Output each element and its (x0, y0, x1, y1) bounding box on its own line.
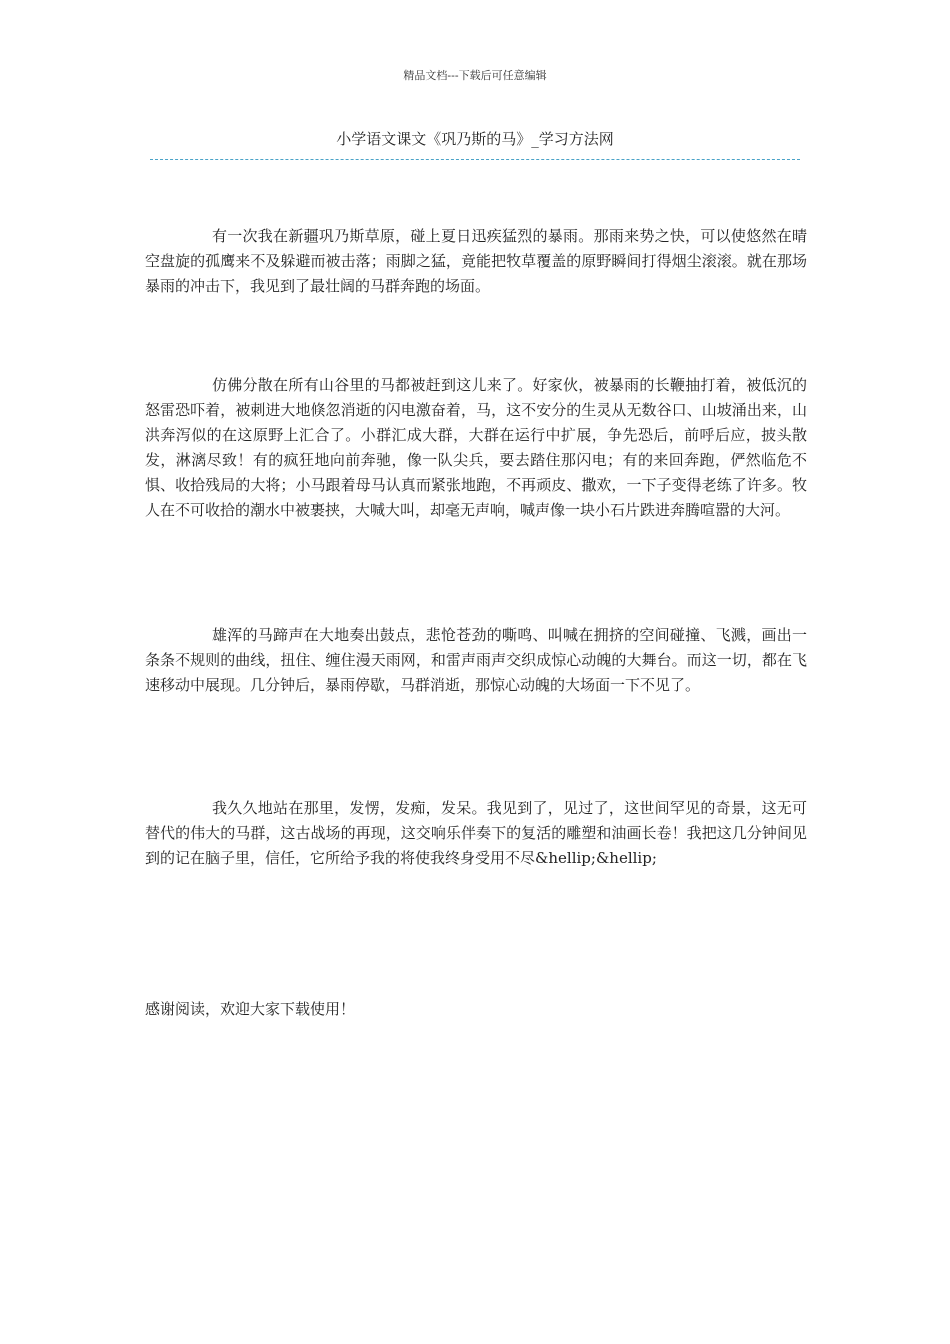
body-paragraph-4: 我久久地站在那里，发愣，发痴，发呆。我见到了，见过了，这世间罕见的奇景，这无可替代的伟大的马群，这古战场的再现，这交响乐伴奏下的复活的雕塑和油画长卷！我把这几分钟间见到的记在脑子里，信任，它所给予我的将使我终身受用不尽&hellip;&hellip; (145, 799, 807, 867)
title-divider (150, 159, 800, 160)
body-paragraph-1: 有一次我在新疆巩乃斯草原，碰上夏日迅疾猛烈的暴雨。那雨来势之快，可以使悠然在晴空盘旋的孤鹰来不及躲避而被击落；雨脚之猛，竟能把牧草覆盖的原野瞬间打得烟尘滚滚。就在那场暴雨的冲击下，我见到了最壮阔的马群奔跑的场面。 (145, 227, 807, 295)
body-paragraph-3: 雄浑的马蹄声在大地奏出鼓点，悲怆苍劲的嘶鸣、叫喊在拥挤的空间碰撞、飞溅，画出一条条不规则的曲线，扭住、缠住漫天雨网，和雷声雨声交织成惊心动魄的大舞台。而这一切，都在飞速移动中展现。几分钟后，暴雨停歇，马群消逝，那惊心动魄的大场面一下不见了。 (145, 626, 807, 694)
page-header-watermark: 精品文档---下载后可任意编辑 (403, 69, 547, 82)
body-paragraph-2: 仿佛分散在所有山谷里的马都被赶到这儿来了。好家伙，被暴雨的长鞭抽打着，被低沉的怒雷恐吓着，被刺进大地倏忽消逝的闪电激奋着，马，这不安分的生灵从无数谷口、山坡涌出来，山洪奔泻似的在这原野上汇合了。小群汇成大群，大群在运行中扩展，争先恐后，前呼后应，披头散发，淋漓尽致！有的疯狂地向前奔驰，像一队尖兵，要去踏住那闪电；有的来回奔跑，俨然临危不惧、收拾残局的大将；小马跟着母马认真而紧张地跑，不再顽皮、撒欢，一下子变得老练了许多。牧人在不可收拾的潮水中被裹挟，大喊大叫，却毫无声响，喊声像一块小石片跌进奔腾喧嚣的大河。 (145, 376, 807, 519)
document-title: 小学语文课文《巩乃斯的马》_学习方法网 (336, 130, 614, 148)
closing-note: 感谢阅读，欢迎大家下载使用！ (145, 1000, 356, 1018)
